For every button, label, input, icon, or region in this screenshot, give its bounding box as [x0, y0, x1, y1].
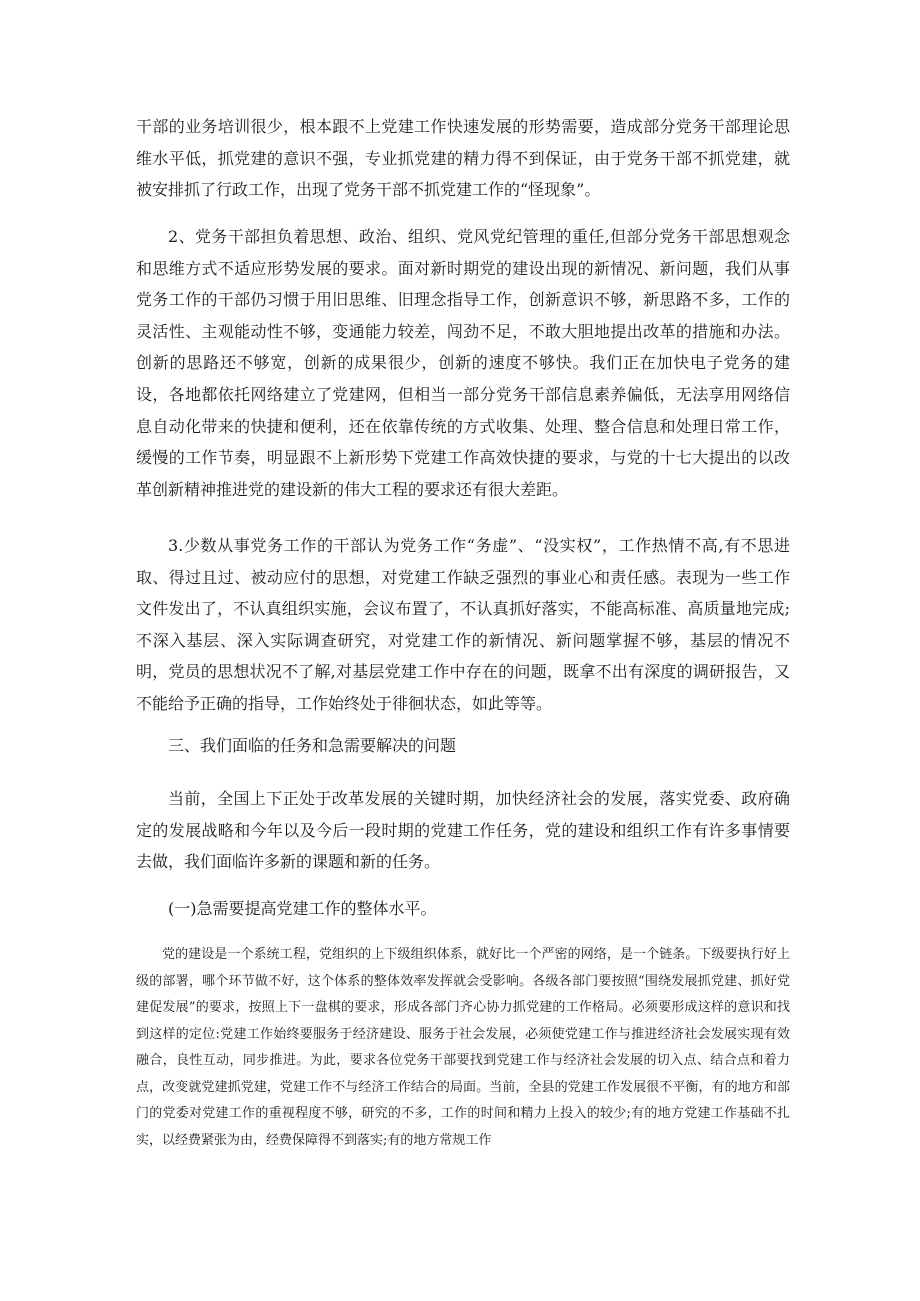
paragraph-point-3: 3.少数从事党务工作的干部认为党务工作“务虚”、“没实权”，工作热情不高,有不思进取、得过且过、被动应付的思想，对党建工作缺乏强烈的事业心和责任感。表现为一些工作文件发出了，不认真组织实施，会议布置了，不认真抓好落实，不能高标准、高质量地完成;不深入基层、深入实际调查研究，对党建工作的新情况、新问题掌握不够，基层的情况不明，党员的思想状况不了解,对基层党建工作中存在的问题，既拿不出有深度的调研报告，又不能给予正确的指导，工作始终处于徘徊状态，如此等等。 [136, 536, 790, 713]
paragraph-system-engineering: 党的建设是一个系统工程，党组织的上下级组织体系，就好比一个严密的网络，是一个链条。下级要执行好上级的部署，哪个环节做不好，这个体系的整体效率发挥就会受影响。各级各部门要按照“围绕发展抓党建、抓好党建促发展”的要求，按照上下一盘棋的要求，形成各部门齐心协力抓党建的工作格局。必须要形成这样的意识和找到这样的定位:党建工作始终要服务于经济建设、服务于社会发展，必须使党建工作与推进经济社会发展实现有效融合，良性互动，同步推进。为此，要求各位党务干部要找到党建工作与经济社会发展的切入点、结合点和着力点，改变就党建抓党建，党建工作不与经济工作结合的局面。当前，全县的党建工作发展很不平衡，有的地方和部门的党委对党建工作的重视程度不够，研究的不多，工作的时间和精力上投入的较少;有的地方党建工作基础不扎实，以经费紧张为由，经费保障得不到落实;有的地方常规工作 [136, 947, 790, 1148]
paragraph-training: 干部的业务培训很少，根本跟不上党建工作快速发展的形势需要，造成部分党务干部理论思维水平低，抓党建的意识不强，专业抓党建的精力得不到保证，由于党务干部不抓党建，就被安排抓了行政工作，出现了党务干部不抓党建工作的“怪现象”。 [136, 117, 790, 200]
subheading-1: (一)急需要提高党建工作的整体水平。 [168, 899, 437, 918]
paragraph-current-situation: 当前，全国上下正处于改革发展的关键时期，加快经济社会的发展，落实党委、政府确定的发展战略和今年以及今后一段时期的党建工作任务，党的建设和组织工作有许多事情要去做，我们面临许多新的课题和新的任务。 [136, 789, 790, 872]
section-heading-3: 三、我们面临的任务和急需要解决的问题 [168, 736, 457, 755]
paragraph-point-2: 2、党务干部担负着思想、政治、组织、党风党纪管理的重任,但部分党务干部思想观念和思维方式不适应形势发展的要求。面对新时期党的建设出现的新情况、新问题，我们从事党务工作的干部仍习惯于用旧思维、旧理念指导工作，创新意识不够，新思路不多，工作的灵活性、主观能动性不够，变通能力较差，闯劲不足，不敢大胆地提出改革的措施和办法。创新的思路还不够宽，创新的成果很少，创新的速度不够快。我们正在加快电子党务的建设，各地都依托网络建立了党建网，但相当一部分党务干部信息素养偏低，无法享用网络信息自动化带来的快捷和便利，还在依靠传统的方式收集、处理、整合信息和处理日常工作，缓慢的工作节奏，明显跟不上新形势下党建工作高效快捷的要求，与党的十七大提出的以改革创新精神推进党的建设新的伟大工程的要求还有很大差距。 [136, 227, 790, 499]
